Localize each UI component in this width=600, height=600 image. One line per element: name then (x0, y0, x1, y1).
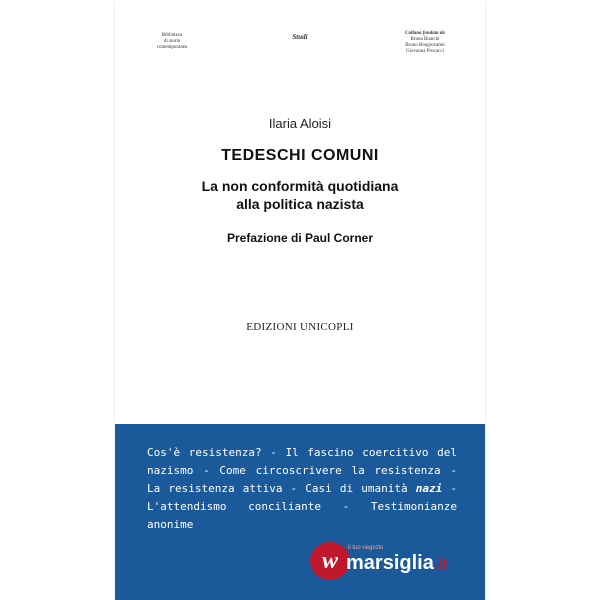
series-founders (385, 31, 465, 55)
watermark-tld: .it (433, 556, 449, 573)
subtitle-line-2: alla politica nazista (236, 196, 364, 212)
series-name: Studi (292, 33, 308, 41)
blurb-text (147, 444, 457, 534)
watermark-logo-symbol: w (321, 548, 338, 574)
watermark-name (346, 552, 448, 575)
shop-watermark (310, 540, 480, 584)
author-name: Ilaria Aloisi (268, 116, 332, 131)
watermark-tagline: il tuo negozio (348, 545, 384, 551)
book-cover (115, 0, 485, 600)
book-title: TEDESCHI COMUNI (221, 147, 379, 164)
blurb-emphasis: nazi (415, 482, 443, 495)
founder-name-3: Giovanna Procacci (406, 49, 444, 54)
series-line-2: di storia (163, 39, 181, 44)
founder-name-2: Bruno Bongiovanni (405, 43, 445, 48)
subtitle-line-1: La non conformità quotidiana (201, 178, 399, 194)
blurb-part-1: Cos'è resistenza? - Il fascino coercitivo del nazismo - Come circoscrivere la resistenza - La resistenza attiva - Casi di umanità (147, 446, 457, 495)
watermark-logo-icon (310, 542, 350, 580)
series-line-3: contemporanea (156, 45, 188, 50)
founder-name-1: Bruna Bianchi (410, 37, 440, 42)
founders-label: Collana fondata da (405, 31, 445, 36)
blurb-part-2: - L'attendismo conciliante - Testimonianze anonime (147, 482, 458, 531)
back-blurb-panel (115, 424, 485, 600)
watermark-name-text: marsiglia (346, 552, 434, 574)
series-line-1: Biblioteca (161, 33, 183, 38)
preface-credit: Prefazione di Paul Corner (226, 231, 374, 245)
publisher-name: EDIZIONI UNICOPLI (246, 321, 354, 333)
book-subtitle (115, 177, 485, 213)
